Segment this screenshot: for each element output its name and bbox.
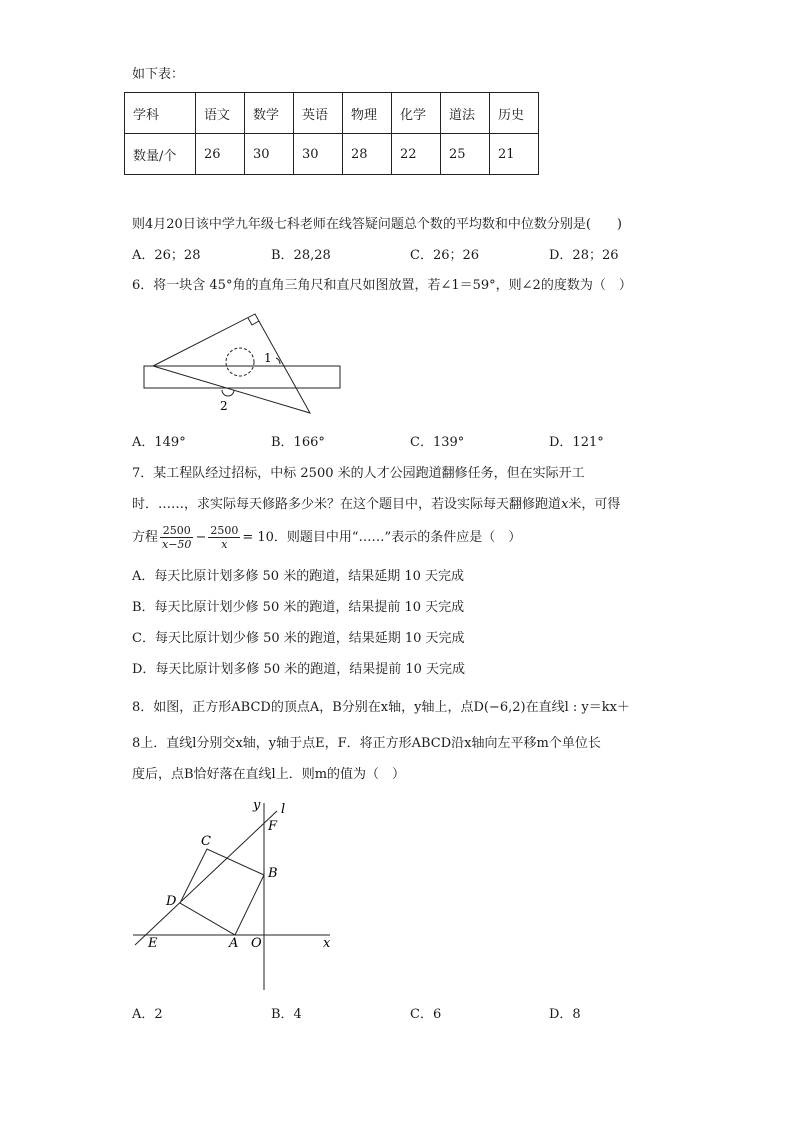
q7-line-1: 7．某工程队经过招标，中标 2500 米的人才公园跑道翻修任务，但在实际开工 xyxy=(132,466,585,481)
origin-label: O xyxy=(251,936,262,951)
angle-1-label: 1 xyxy=(264,351,272,365)
q7-line-2-text: 时．……，求实际每天修路多少米？在这个题目中，若设实际每天翻修跑道 xyxy=(132,497,562,512)
table-cell: 物理 xyxy=(343,93,392,134)
point-f-label: F xyxy=(268,819,278,834)
q6-option-a: A．149° xyxy=(132,435,186,450)
q5-option-c: C．26；26 xyxy=(410,248,480,263)
q8-option-d: D．8 xyxy=(549,1007,581,1022)
q7-line-2-end: 米，可得 xyxy=(568,497,621,512)
point-a-label: A xyxy=(229,936,239,951)
point-c-label: C xyxy=(201,834,211,849)
point-e-label: E xyxy=(148,936,158,951)
q8-option-c: C．6 xyxy=(410,1007,442,1022)
q7-line-2 xyxy=(132,496,620,514)
line-l xyxy=(135,811,277,945)
set-square-shape xyxy=(153,314,310,413)
table-intro: 如下表： xyxy=(132,67,185,82)
table-cell: 30 xyxy=(245,134,294,175)
q6-stem: 6．将一块含 45°角的直角三角尺和直尺如图放置，若∠1＝59°，则∠2的度数为（ ） xyxy=(132,278,632,293)
point-b-label: B xyxy=(268,866,278,881)
q7-option-b: B．每天比原计划少修 50 米的跑道，结果提前 10 天完成 xyxy=(132,600,465,615)
table-cell: 26 xyxy=(196,134,245,175)
q7-eq-suffix: = 10．则题目中用“……”表示的条件应是（ ） xyxy=(242,530,522,545)
table-cell: 数量/个 xyxy=(125,134,196,175)
table-cell: 学科 xyxy=(125,93,196,134)
q6-option-b: B．166° xyxy=(271,435,325,450)
fraction-1-denominator: x−50 xyxy=(162,538,192,551)
table-cell: 25 xyxy=(441,134,490,175)
table-row xyxy=(125,134,539,175)
q5-option-d: D．28；26 xyxy=(549,248,619,263)
q5-option-b: B．28,28 xyxy=(271,248,331,263)
fraction-2 xyxy=(208,524,240,551)
q5-option-a: A．26；28 xyxy=(132,248,201,263)
fraction-2-numerator: 2500 xyxy=(210,524,239,537)
q7-equation-line xyxy=(132,524,521,552)
ruler-shape xyxy=(144,366,340,388)
q7-option-d: D．每天比原计划多修 50 米的跑道，结果提前 10 天完成 xyxy=(132,662,466,677)
angle-2-arc xyxy=(222,390,234,396)
q7-option-c: C．每天比原计划少修 50 米的跑道，结果延期 10 天完成 xyxy=(132,631,465,646)
table-cell: 30 xyxy=(294,134,343,175)
x-axis-label: x xyxy=(323,936,331,951)
q6-option-d: D．121° xyxy=(549,435,604,450)
subject-count-table xyxy=(124,92,539,175)
q8-line-3: 度后，点B恰好落在直线l上．则m的值为（ ） xyxy=(132,767,406,782)
table-row xyxy=(125,93,539,134)
table-cell: 21 xyxy=(490,134,539,175)
minus-sign: − xyxy=(195,530,207,545)
q7-option-a: A．每天比原计划多修 50 米的跑道，结果延期 10 天完成 xyxy=(132,569,465,584)
table-cell: 历史 xyxy=(490,93,539,134)
q8-line-1: 8．如图，正方形ABCD的顶点A，B分别在x轴，y轴上，点D(−6,2)在直线l : y＝kx＋ xyxy=(132,700,630,715)
angle-2-label: 2 xyxy=(220,399,228,413)
table-cell: 道法 xyxy=(441,93,490,134)
square-abcd xyxy=(180,849,264,935)
fraction-1 xyxy=(160,524,193,551)
fraction-1-numerator: 2500 xyxy=(160,524,193,538)
q6-option-c: C．139° xyxy=(410,435,465,450)
triangle-ruler-figure xyxy=(140,308,350,418)
fraction-2-denominator: x xyxy=(221,538,228,551)
table-cell: 22 xyxy=(392,134,441,175)
q5-stem: 则4月20日该中学九年级七科老师在线答疑问题总个数的平均数和中位数分别是( ) xyxy=(132,217,622,232)
table-cell: 28 xyxy=(343,134,392,175)
line-l-label: l xyxy=(281,802,286,817)
table-cell: 英语 xyxy=(294,93,343,134)
table-cell: 语文 xyxy=(196,93,245,134)
point-d-label: D xyxy=(166,894,177,909)
table-cell: 化学 xyxy=(392,93,441,134)
q7-eq-prefix: 方程 xyxy=(132,530,159,545)
q8-option-b: B．4 xyxy=(271,1007,302,1022)
dashed-circle xyxy=(226,348,254,376)
q8-option-a: A．2 xyxy=(132,1007,163,1022)
square-coordinate-figure xyxy=(125,795,340,995)
q8-line-2: 8上．直线l分别交x轴，y轴于点E，F．将正方形ABCD沿x轴向左平移m个单位长 xyxy=(132,736,601,751)
table-cell: 数学 xyxy=(245,93,294,134)
y-axis-label: y xyxy=(253,798,261,813)
q7-variable-x: x xyxy=(561,497,569,512)
